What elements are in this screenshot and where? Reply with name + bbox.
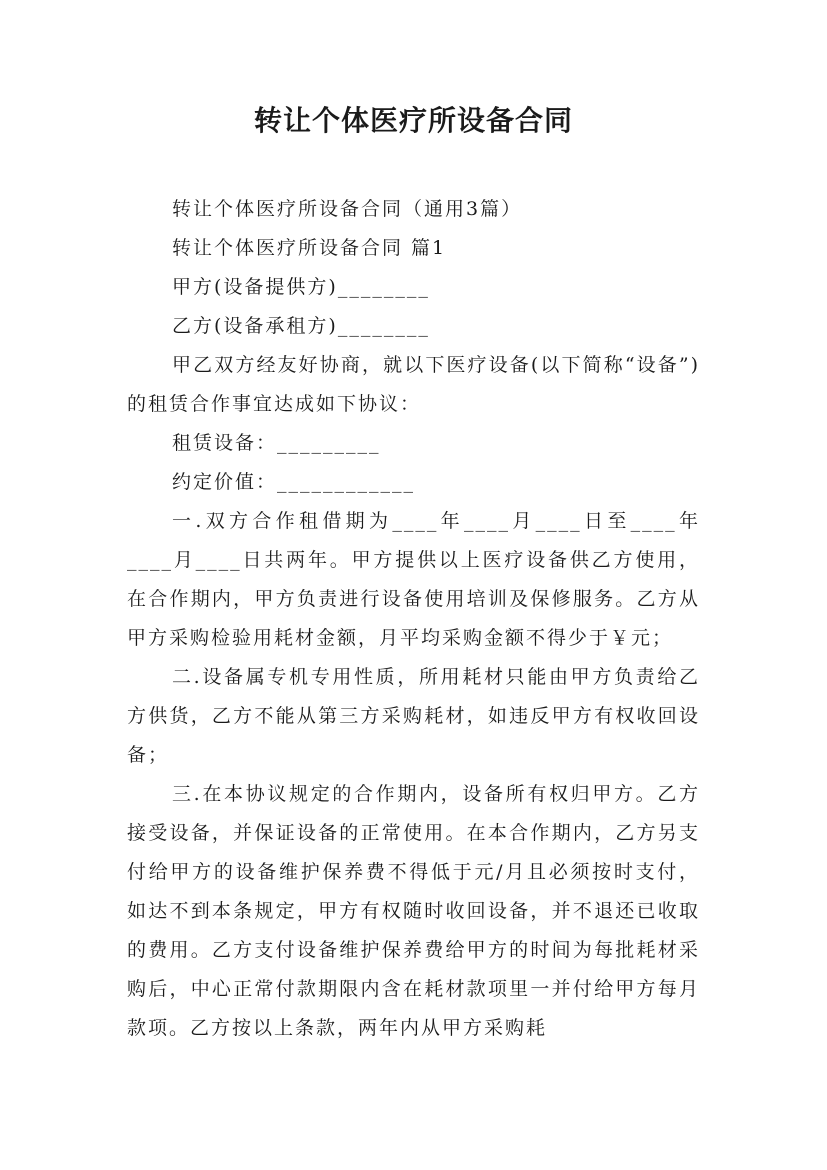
paragraph-agreed-value: 约定价值：____________ [172,471,416,493]
paragraph-clause-2: 二.设备属专机专用性质，所用耗材只能由甲方负责给乙方供货，乙方不能从第三方采购耗材，如违反甲方有权收回设备； [127,666,700,766]
document-body [127,190,700,1048]
document-title: 转让个体医疗所设备合同 [253,104,573,137]
paragraph-party-a: 甲方(设备提供方)________ [172,276,430,298]
paragraph-clause-3: 三.在本协议规定的合作期内，设备所有权归甲方。乙方接受设备，并保证设备的正常使用。在本合作期内，乙方另支付给甲方的设备维护保养费不得低于元/月且必须按时支付，如达不到本条规定，甲方有权随时收回设备，并不退还已收取的费用。乙方支付设备维护保养费给甲方的时间为每批耗材采购后，中心正常付款期限内含在耗材款项里一并付给甲方每月款项。乙方按以上条款，两年内从甲方采购耗 [127,783,700,1039]
paragraph-section-heading: 转让个体医疗所设备合同 篇1 [172,237,447,259]
paragraph-rental-equipment: 租赁设备：_________ [172,432,381,454]
paragraph-preamble: 甲乙双方经友好协商，就以下医疗设备(以下简称“设备”)的租赁合作事宜达成如下协议： [127,354,700,415]
paragraph-clause-1: 一.双方合作租借期为____年____月____日至____年____月____日共两年。甲方提供以上医疗设备供乙方使用，在合作期内，甲方负责进行设备使用培训及保修服务。乙方从甲方采购检验用耗材金额，月平均采购金额不得少于￥元； [127,510,700,649]
paragraph-party-b: 乙方(设备承租方)________ [172,315,430,337]
paragraph-subtitle: 转让个体医疗所设备合同（通用3篇） [172,198,523,220]
